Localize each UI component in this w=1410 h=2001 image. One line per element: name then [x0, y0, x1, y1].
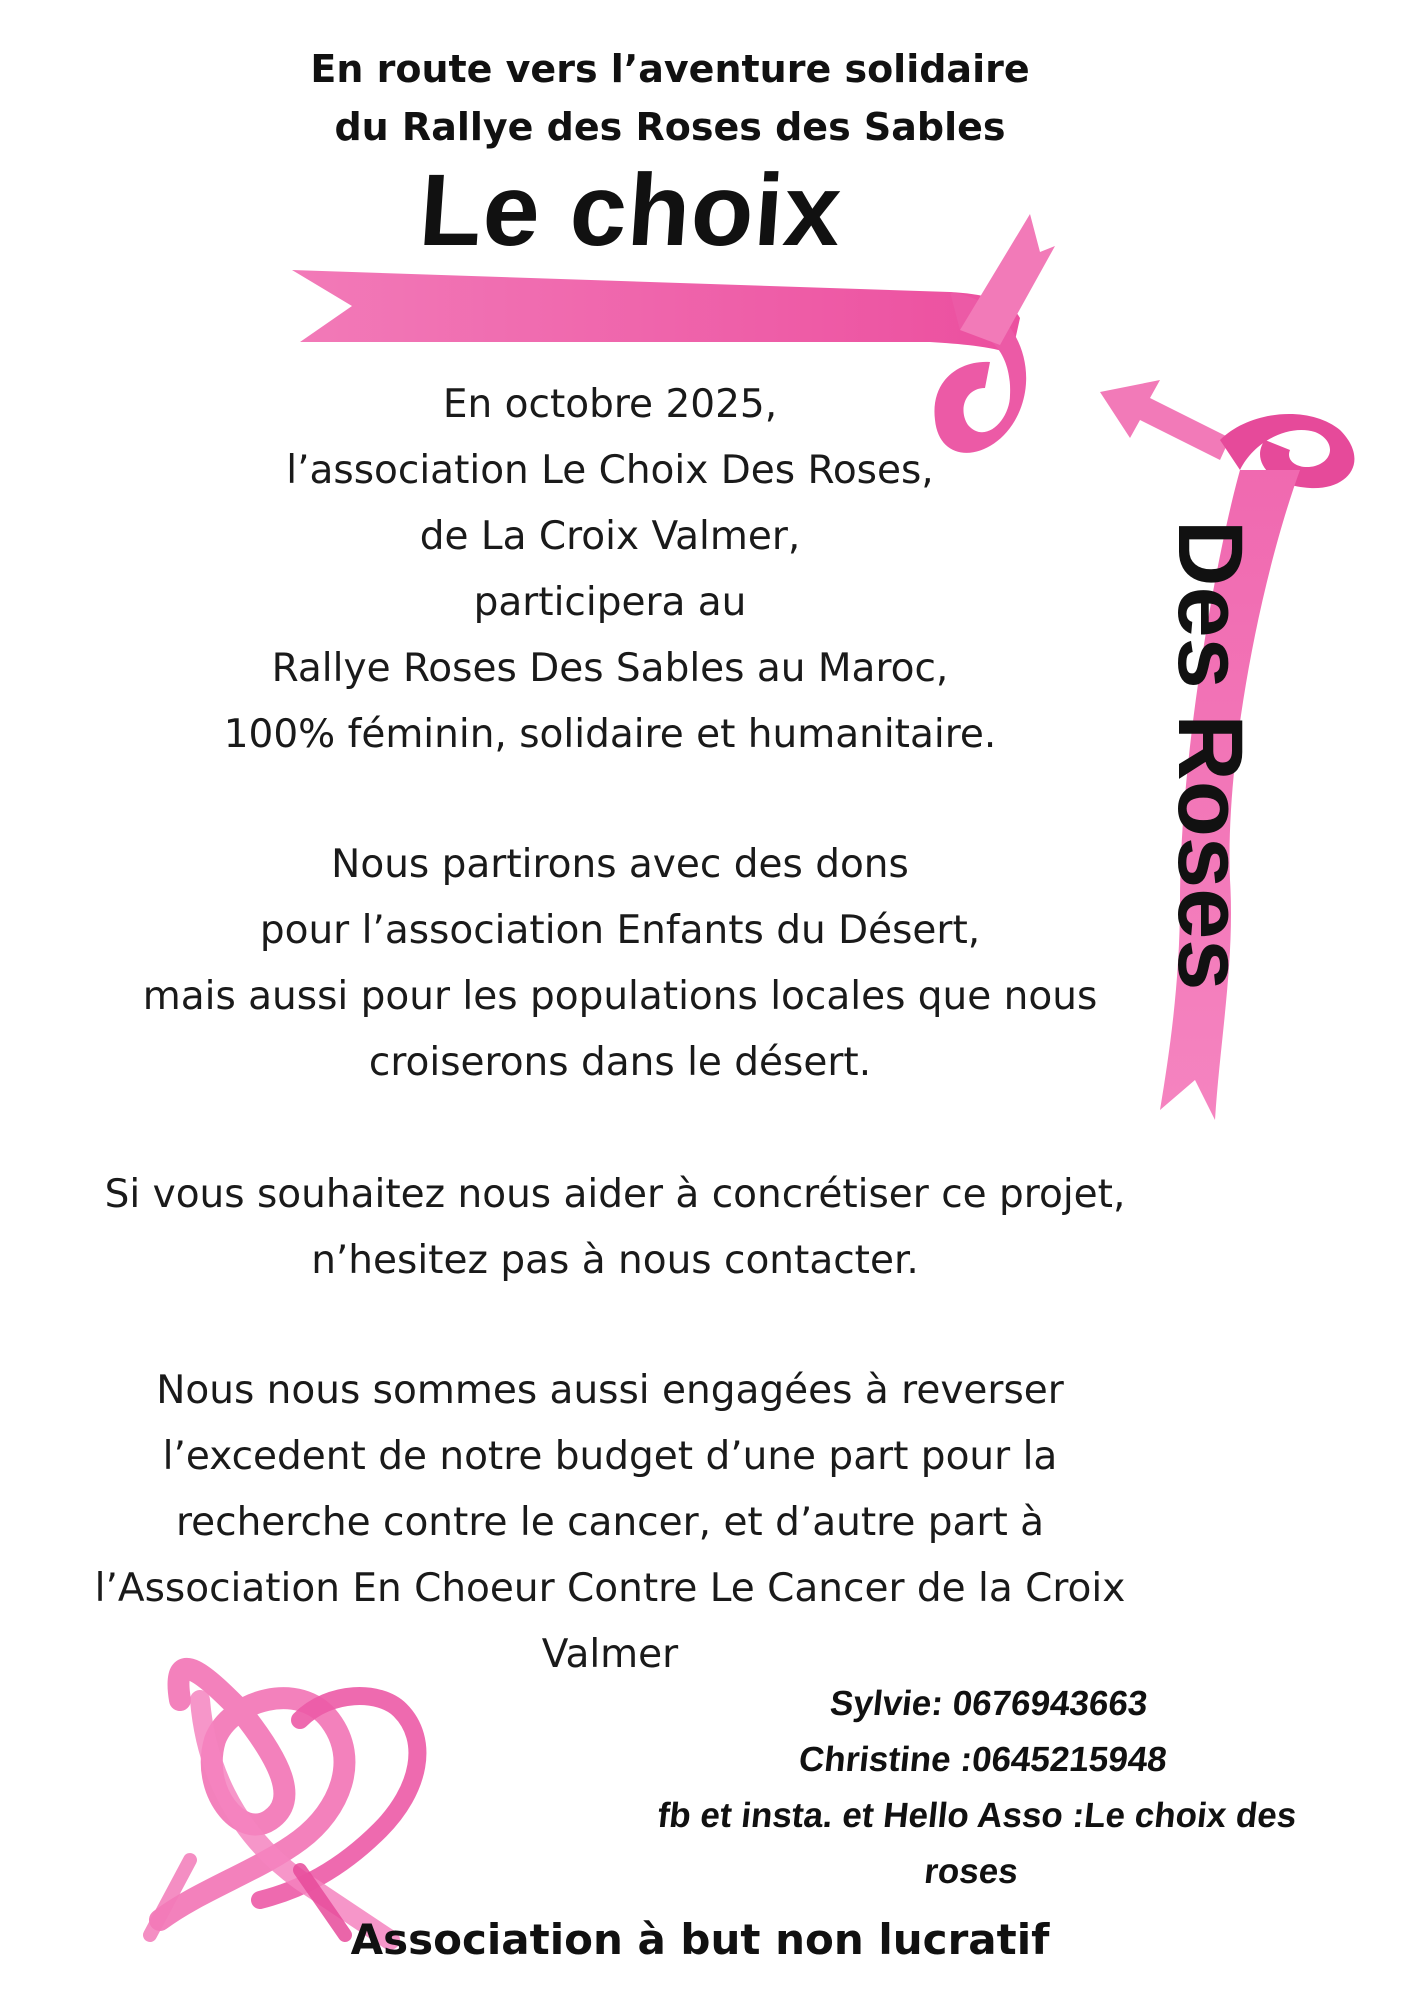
contact-info	[618, 1676, 1342, 1900]
text-line: n’hesitez pas à nous contacter.	[311, 1238, 919, 1283]
text-line: Nous nous sommes aussi engagées à reverser	[156, 1368, 1064, 1413]
title-des-roses: Des Roses	[1159, 520, 1261, 991]
text-line: recherche contre le cancer, et d’autre part à	[175, 1500, 1045, 1545]
contact-sylvie: Sylvie: 0676943663	[828, 1684, 1150, 1723]
subtitle-line-1: En route vers l’aventure solidaire	[310, 47, 1030, 91]
subtitle-line-2: du Rallye des Roses des Sables	[334, 105, 1006, 149]
text-line: En octobre 2025,	[442, 382, 778, 427]
contact-social: fb et insta. et Hello Asso :Le choix des roses	[655, 1796, 1299, 1891]
text-line: Valmer	[541, 1632, 679, 1677]
footer-text: Association à but non lucratif	[350, 1915, 1050, 1964]
text-line: pour l’association Enfants du Désert,	[259, 908, 981, 953]
text-line: croiserons dans le désert.	[368, 1040, 872, 1085]
text-line: participera au	[473, 580, 747, 625]
text-line: mais aussi pour les populations locales que nous	[142, 974, 1098, 1019]
text-line: 100% féminin, solidaire et humanitaire.	[223, 712, 997, 757]
text-line: Si vous souhaitez nous aider à concrétiser ce projet,	[104, 1172, 1126, 1217]
text-line: l’Association En Choeur Contre Le Cancer de la Croix	[94, 1566, 1126, 1611]
contact-christine: Christine :0645215948	[797, 1740, 1169, 1779]
text-line: de La Croix Valmer,	[419, 514, 801, 559]
text-line: l’association Le Choix Des Roses,	[286, 448, 934, 493]
text-line: Nous partirons avec des dons	[331, 842, 909, 887]
text-line: Rallye Roses Des Sables au Maroc,	[271, 646, 949, 691]
text-line: l’excedent de notre budget d’une part pour la	[162, 1434, 1058, 1479]
title-le-choix: Le choix	[416, 153, 846, 267]
